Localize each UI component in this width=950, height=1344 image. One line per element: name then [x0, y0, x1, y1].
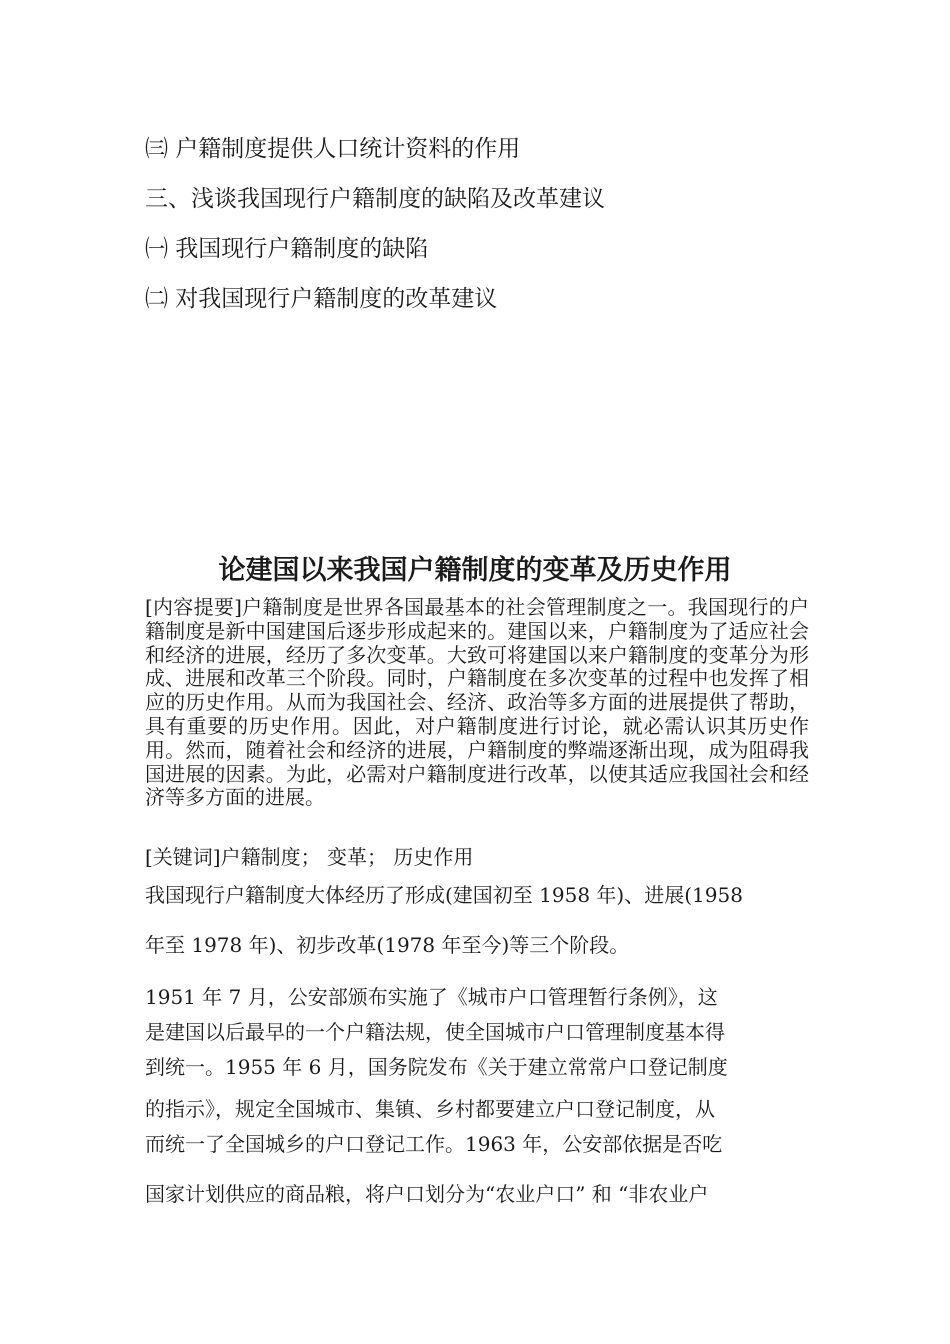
- body-line: 1951 年 7 月，公安部颁布实施了《城市户口管理暂行条例》，这: [145, 985, 718, 1009]
- body-line: 而统一了全国城乡的户口登记工作。1963 年，公安部依据是否吃: [145, 1132, 723, 1156]
- abstract-text: [内容提要]户籍制度是世界各国最基本的社会管理制度之一。我国现行的户籍制度是新中国建国后逐步形成起来的。建国以来，户籍制度为了适应社会和经济的进展，经历了多次变革。大致可将建国以来户籍制度的变革分为形成、进展和改革三个阶段。同时，户籍制度在多次变革的过程中也发挥了相应的历史作用。从而为我国社会、经济、政治等多方面的进展提供了帮助，具有重要的历史作用。因此，对户籍制度进行讨论，就必需认识其历史作用。然而，随着社会和经济的进展，户籍制度的弊端逐渐出现，成为阻碍我国进展的因素。为此，必需对户籍制度进行改革，以使其适应我国社会和经济等多方面的进展。: [145, 595, 809, 810]
- body-line: 到统一。1955 年 6 月，国务院发布《关于建立常常户口登记制度: [145, 1055, 728, 1079]
- body-line: 的指示》，规定全国城市、集镇、乡村都要建立户口登记制度，从: [145, 1097, 715, 1121]
- outline-item-2: ㈡ 对我国现行户籍制度的改革建议: [145, 286, 498, 312]
- body-line: 国家计划供应的商品粮，将户口划分为“农业户口” 和 “非农业户: [145, 1182, 709, 1206]
- outline-section-heading: 三、浅谈我国现行户籍制度的缺陷及改革建议: [145, 186, 605, 212]
- outline-item-1: ㈠ 我国现行户籍制度的缺陷: [145, 236, 429, 262]
- body-line: 年至 1978 年)、初步改革(1978 年至今)等三个阶段。: [145, 933, 630, 957]
- body-line: 是建国以后最早的一个户籍法规，使全国城市户口管理制度基本得: [145, 1020, 725, 1044]
- outline-item-3: ㈢ 户籍制度提供人口统计资料的作用: [145, 136, 521, 162]
- body-line: 我国现行户籍制度大体经历了形成(建国初至 1958 年)、进展(1958: [145, 883, 743, 907]
- document-title: 论建国以来我国户籍制度的变革及历史作用: [218, 555, 732, 586]
- keywords-line: [关键词]户籍制度； 变革； 历史作用: [145, 845, 474, 869]
- abstract-block: [145, 596, 809, 810]
